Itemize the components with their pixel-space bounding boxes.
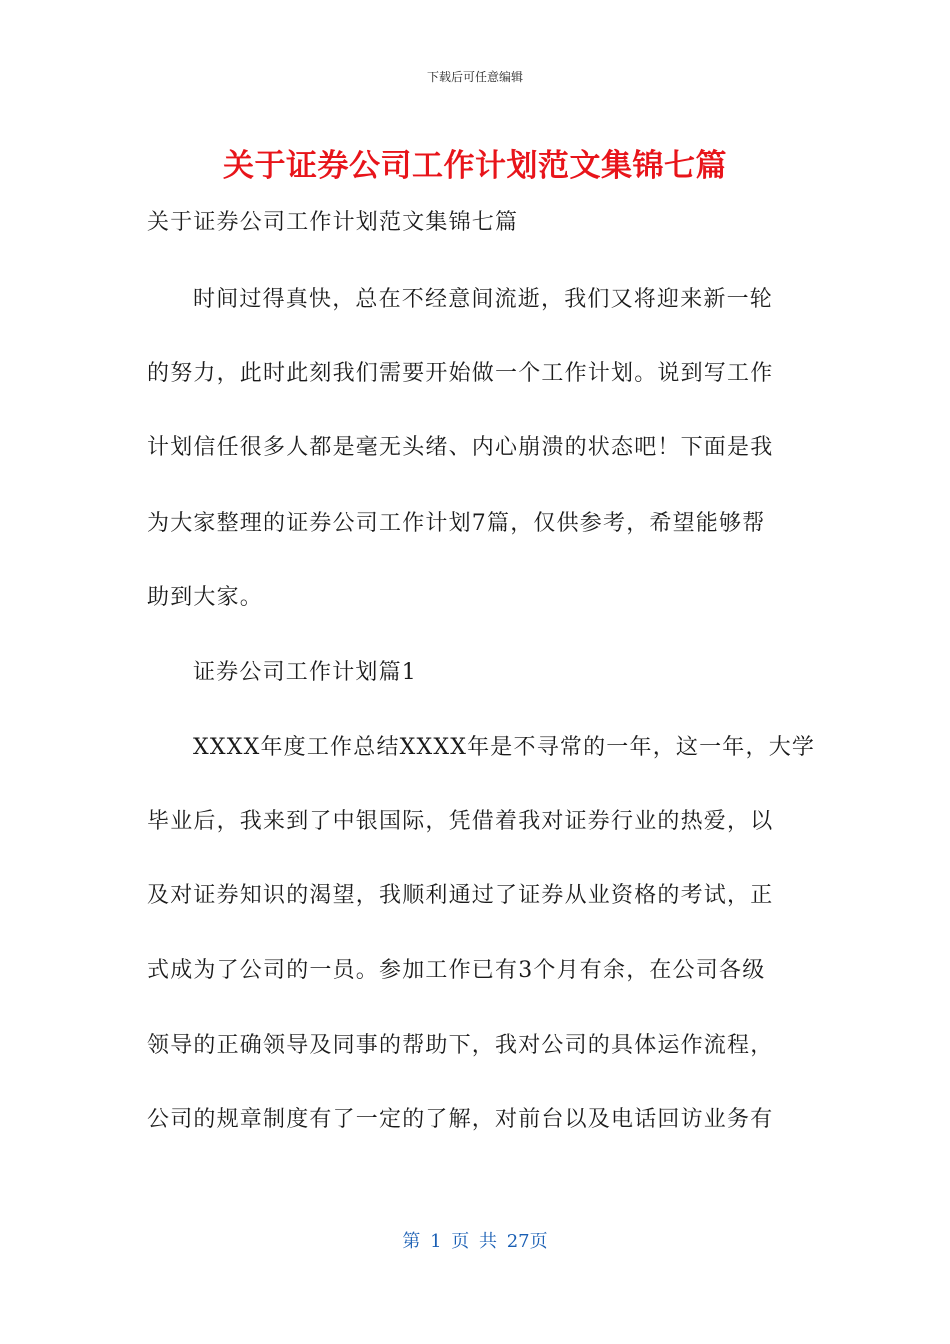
paragraph-line: 的努力，此时此刻我们需要开始做一个工作计划。说到写工作 xyxy=(147,361,774,386)
paragraph-line: 及对证券知识的渴望，我顺利通过了证券从业资格的考试，正 xyxy=(147,883,774,908)
paragraph-line: 毕业后，我来到了中银国际，凭借着我对证券行业的热爱，以 xyxy=(147,809,774,834)
header-note: 下载后可任意编辑 xyxy=(426,70,523,84)
section-heading: 证券公司工作计划篇1 xyxy=(193,660,417,685)
paragraph-line: 领导的正确领导及同事的帮助下，我对公司的具体运作流程， xyxy=(147,1033,774,1058)
paragraph-line: 计划信任很多人都是毫无头绪、内心崩溃的状态吧！下面是我 xyxy=(147,435,774,460)
paragraph-line: 助到大家。 xyxy=(147,585,264,610)
paragraph-line: 为大家整理的证券公司工作计划7篇，仅供参考，希望能够帮 xyxy=(147,511,766,536)
paragraph-line: 公司的规章制度有了一定的了解，对前台以及电话回访业务有 xyxy=(147,1107,774,1132)
document-title: 关于证券公司工作计划范文集锦七篇 xyxy=(223,148,727,184)
paragraph-line: 时间过得真快，总在不经意间流逝，我们又将迎来新一轮 xyxy=(193,287,774,312)
subtitle-line: 关于证券公司工作计划范文集锦七篇 xyxy=(147,210,519,235)
paragraph-line: 式成为了公司的一员。参加工作已有3个月有余，在公司各级 xyxy=(147,958,766,983)
page-footer: 第 1 页 共 27页 xyxy=(402,1231,548,1252)
paragraph-line: XXXX年度工作总结XXXX年是不寻常的一年，这一年，大学 xyxy=(193,735,816,760)
